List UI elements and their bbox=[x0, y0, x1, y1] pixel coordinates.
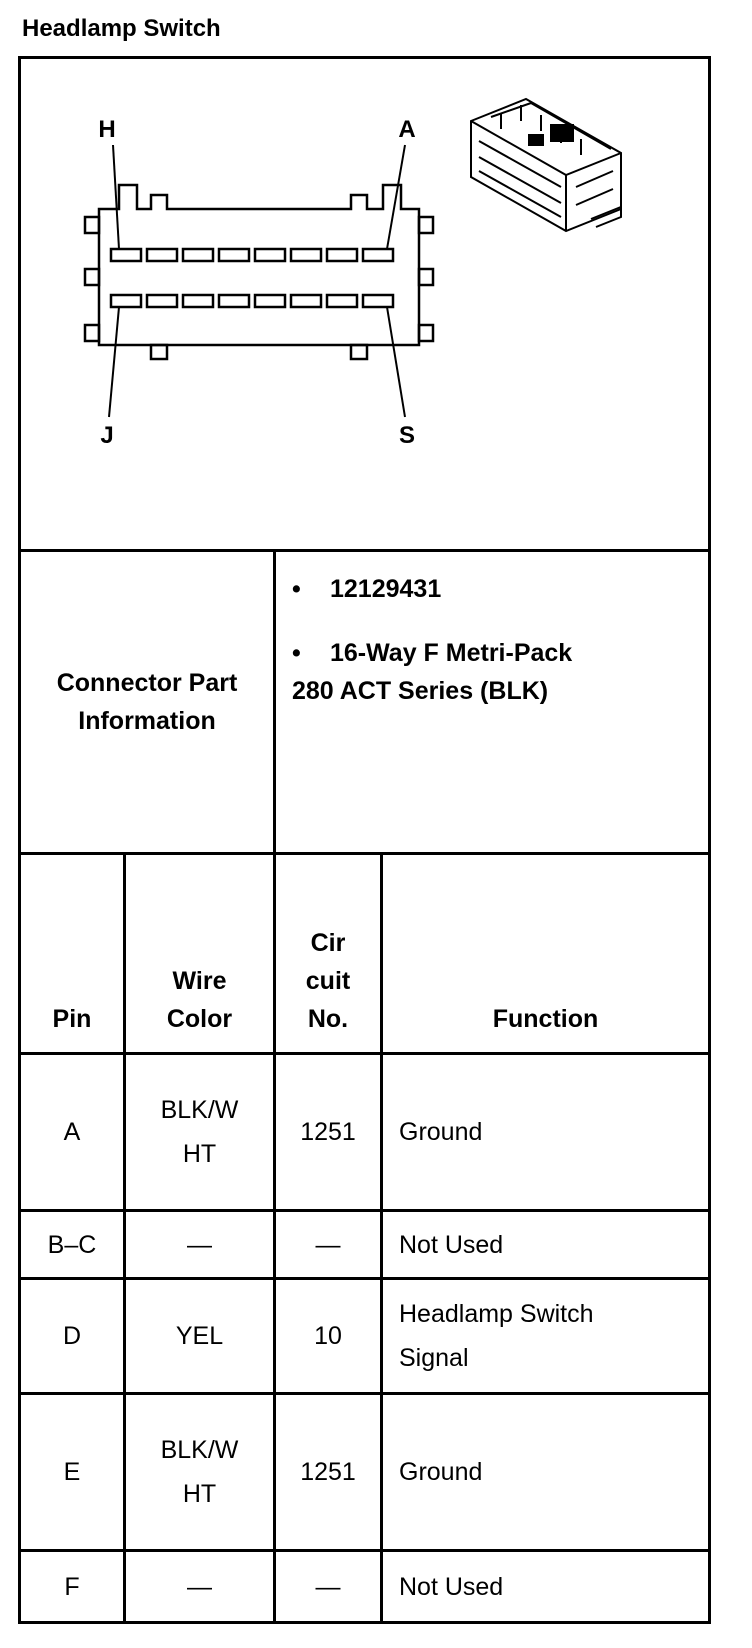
wire-color-cell bbox=[125, 1394, 275, 1551]
header-circuit-line2: cuit bbox=[305, 967, 351, 995]
table-row bbox=[20, 1211, 710, 1279]
wire-color-line2: HT bbox=[182, 1480, 217, 1508]
header-pin-label: Pin bbox=[52, 1005, 92, 1033]
header-circuit-line1: Cir bbox=[310, 929, 346, 957]
leader-line-j bbox=[109, 307, 119, 417]
connector-tab bbox=[419, 217, 433, 233]
circuit-cell: — bbox=[275, 1211, 382, 1279]
pin-cavity bbox=[363, 295, 393, 307]
connector-body-outline bbox=[99, 185, 419, 345]
pin-cavity bbox=[183, 249, 213, 261]
pin-cell: D bbox=[20, 1279, 125, 1394]
connector-description-line2: 280 ACT Series (BLK) bbox=[292, 677, 549, 705]
wire-color-line1: BLK/W bbox=[160, 1096, 239, 1124]
pin-cell: F bbox=[20, 1551, 125, 1623]
pin-cavity bbox=[327, 295, 357, 307]
connector-info-label bbox=[20, 551, 275, 854]
function-cell: Not Used bbox=[382, 1211, 710, 1279]
circuit-cell: 1251 bbox=[275, 1394, 382, 1551]
header-wire-line2: Color bbox=[166, 1005, 233, 1033]
header-circuit-line3: No. bbox=[307, 1005, 349, 1033]
info-label-line1: Connector Part bbox=[56, 669, 238, 697]
pin-cavity bbox=[147, 295, 177, 307]
header-wire-line1: Wire bbox=[172, 967, 227, 995]
header-function bbox=[382, 854, 710, 1054]
header-wire-color bbox=[125, 854, 275, 1054]
function-cell: Not Used bbox=[382, 1551, 710, 1623]
connector-description-line1: 16-Way F Metri-Pack bbox=[330, 639, 573, 667]
table-row bbox=[20, 1279, 710, 1394]
table-row bbox=[20, 1394, 710, 1551]
part-number: 12129431 bbox=[330, 575, 442, 603]
leader-line-a bbox=[387, 145, 405, 249]
bullet-icon: • bbox=[292, 639, 301, 667]
pin-cavity bbox=[363, 249, 393, 261]
connector-tab bbox=[85, 217, 99, 233]
wire-color-line2: HT bbox=[182, 1140, 217, 1168]
header-pin bbox=[20, 854, 125, 1054]
circuit-cell: 1251 bbox=[275, 1054, 382, 1211]
pin-cell: E bbox=[20, 1394, 125, 1551]
pin-label-h: H bbox=[98, 116, 116, 143]
bullet-icon: • bbox=[292, 575, 301, 603]
function-cell: Ground bbox=[382, 1394, 710, 1551]
table-row bbox=[20, 1054, 710, 1211]
circuit-cell: 10 bbox=[275, 1279, 382, 1394]
connector-diagram bbox=[21, 59, 711, 529]
connector-tab bbox=[85, 325, 99, 341]
pin-cavity bbox=[111, 295, 141, 307]
pin-cavity bbox=[147, 249, 177, 261]
connector-tab bbox=[351, 345, 367, 359]
pin-cavity bbox=[183, 295, 213, 307]
pin-cell: B–C bbox=[20, 1211, 125, 1279]
wire-color-cell: — bbox=[125, 1551, 275, 1623]
info-label-line2: Information bbox=[78, 707, 216, 735]
leader-line-s bbox=[387, 307, 405, 417]
pin-label-a: A bbox=[398, 116, 416, 143]
connector-table bbox=[18, 56, 711, 1624]
circuit-cell: — bbox=[275, 1551, 382, 1623]
header-circuit-no bbox=[275, 854, 382, 1054]
pin-cavity bbox=[111, 249, 141, 261]
pin-cavity bbox=[291, 295, 321, 307]
wire-color-cell bbox=[125, 1054, 275, 1211]
pin-cavity bbox=[255, 249, 285, 261]
pin-cavity bbox=[291, 249, 321, 261]
function-cell bbox=[382, 1279, 710, 1394]
connector-info-value bbox=[275, 551, 710, 854]
header-function-label: Function bbox=[492, 1005, 599, 1033]
table-row bbox=[20, 1551, 710, 1623]
pin-cavity bbox=[219, 295, 249, 307]
connector-tab bbox=[85, 269, 99, 285]
pin-label-j: J bbox=[100, 422, 114, 449]
wire-color-line1: BLK/W bbox=[160, 1436, 239, 1464]
connector-tab bbox=[151, 345, 167, 359]
wire-color-cell: YEL bbox=[125, 1279, 275, 1394]
page-title: Headlamp Switch bbox=[22, 15, 221, 42]
function-line2: Signal bbox=[399, 1344, 469, 1372]
connector-3d-illustration bbox=[471, 99, 621, 231]
connector-tab bbox=[419, 325, 433, 341]
connector-tab bbox=[419, 269, 433, 285]
pin-label-s: S bbox=[398, 422, 416, 449]
pin-cavity bbox=[327, 249, 357, 261]
pin-cavity bbox=[219, 249, 249, 261]
function-cell: Ground bbox=[382, 1054, 710, 1211]
pin-cavity bbox=[255, 295, 285, 307]
function-line1: Headlamp Switch bbox=[399, 1300, 594, 1328]
pin-cell: A bbox=[20, 1054, 125, 1211]
connector-diagram-cell bbox=[20, 58, 710, 551]
wire-color-cell: — bbox=[125, 1211, 275, 1279]
